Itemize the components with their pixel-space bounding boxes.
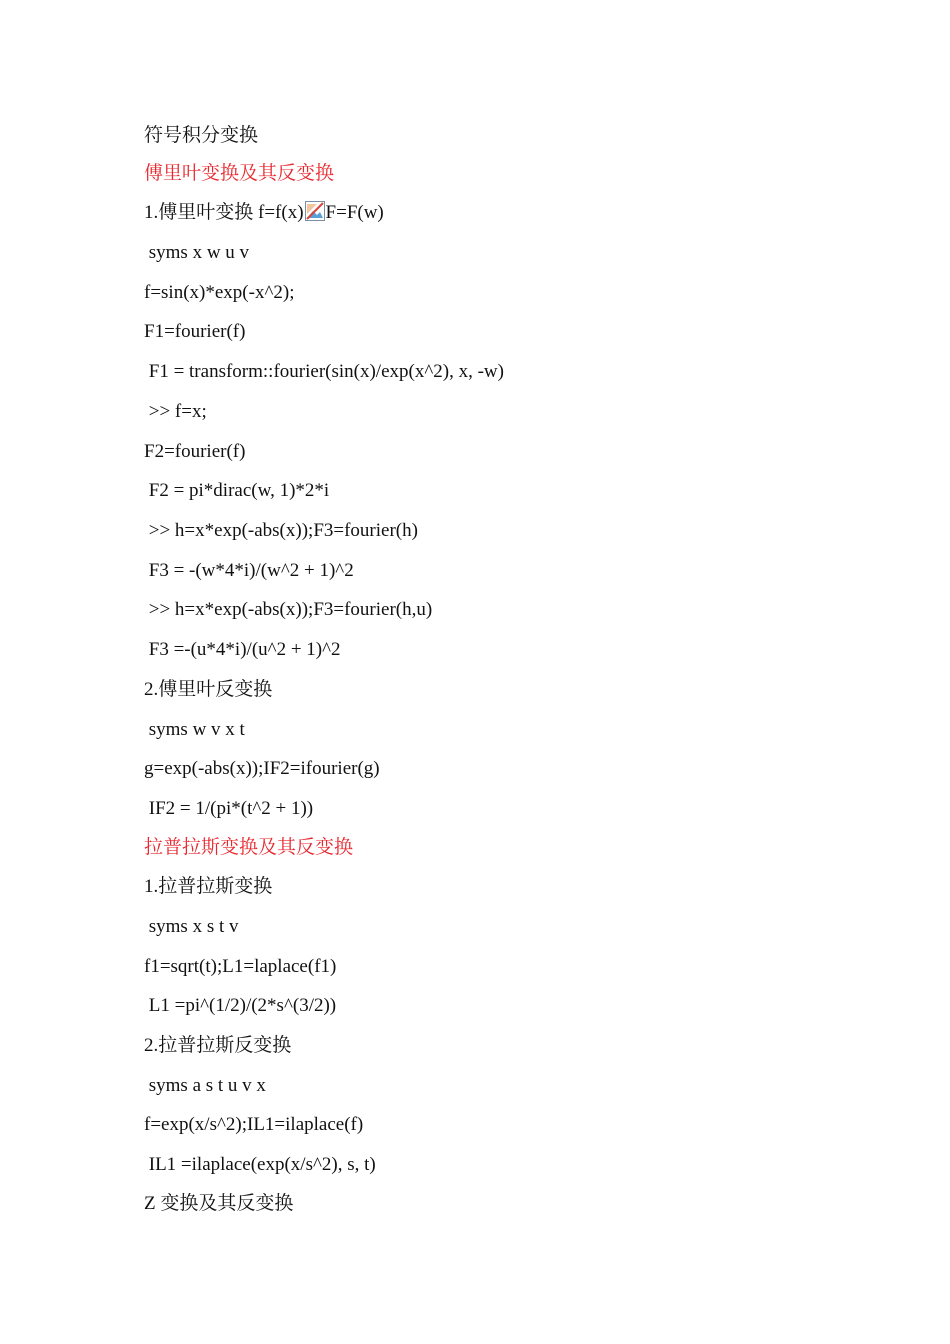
item-laplace-transform: 1.拉普拉斯变换 <box>144 876 273 897</box>
code-line: syms a s t u v x <box>144 1075 266 1096</box>
fourier-definition-text: 1.傅里叶变换 f=f(x) <box>144 202 304 223</box>
code-line: syms x w u v <box>144 242 250 263</box>
code-line: >> h=x*exp(-abs(x));F3=fourier(h) <box>144 520 418 541</box>
code-line: f=exp(x/s^2);IL1=ilaplace(f) <box>144 1114 364 1135</box>
section-title-symbolic-integral-transform: 符号积分变换 <box>144 125 259 146</box>
output-line: F3 =-(u*4*i)/(u^2 + 1)^2 <box>144 639 341 660</box>
output-line: L1 =pi^(1/2)/(2*s^(3/2)) <box>144 995 337 1016</box>
item-inverse-laplace-transform: 2.拉普拉斯反变换 <box>144 1035 292 1056</box>
code-line: >> f=x; <box>144 401 207 422</box>
code-line: syms x s t v <box>144 916 239 937</box>
output-line: F1 = transform::fourier(sin(x)/exp(x^2), x, -w) <box>144 361 504 382</box>
heading-laplace-transform: 拉普拉斯变换及其反变换 <box>144 837 354 858</box>
code-line: F1=fourier(f) <box>144 321 246 342</box>
item-fourier-transform <box>144 201 384 225</box>
code-line: f=sin(x)*exp(-x^2); <box>144 282 295 303</box>
output-line: F3 = -(w*4*i)/(w^2 + 1)^2 <box>144 560 354 581</box>
heading-z-transform: Z 变换及其反变换 <box>144 1193 294 1214</box>
code-line: F2=fourier(f) <box>144 441 246 462</box>
code-line: g=exp(-abs(x));IF2=ifourier(g) <box>144 758 380 779</box>
broken-image-icon <box>305 201 325 221</box>
code-line: syms w v x t <box>144 719 245 740</box>
heading-fourier-transform: 傅里叶变换及其反变换 <box>144 163 335 184</box>
code-line: >> h=x*exp(-abs(x));F3=fourier(h,u) <box>144 599 433 620</box>
code-line: f1=sqrt(t);L1=laplace(f1) <box>144 956 337 977</box>
fourier-result-text: F=F(w) <box>325 202 384 223</box>
output-line: IF2 = 1/(pi*(t^2 + 1)) <box>144 798 314 819</box>
item-inverse-fourier-transform: 2.傅里叶反变换 <box>144 679 273 700</box>
output-line: F2 = pi*dirac(w, 1)*2*i <box>144 480 330 501</box>
output-line: IL1 =ilaplace(exp(x/s^2), s, t) <box>144 1154 376 1175</box>
